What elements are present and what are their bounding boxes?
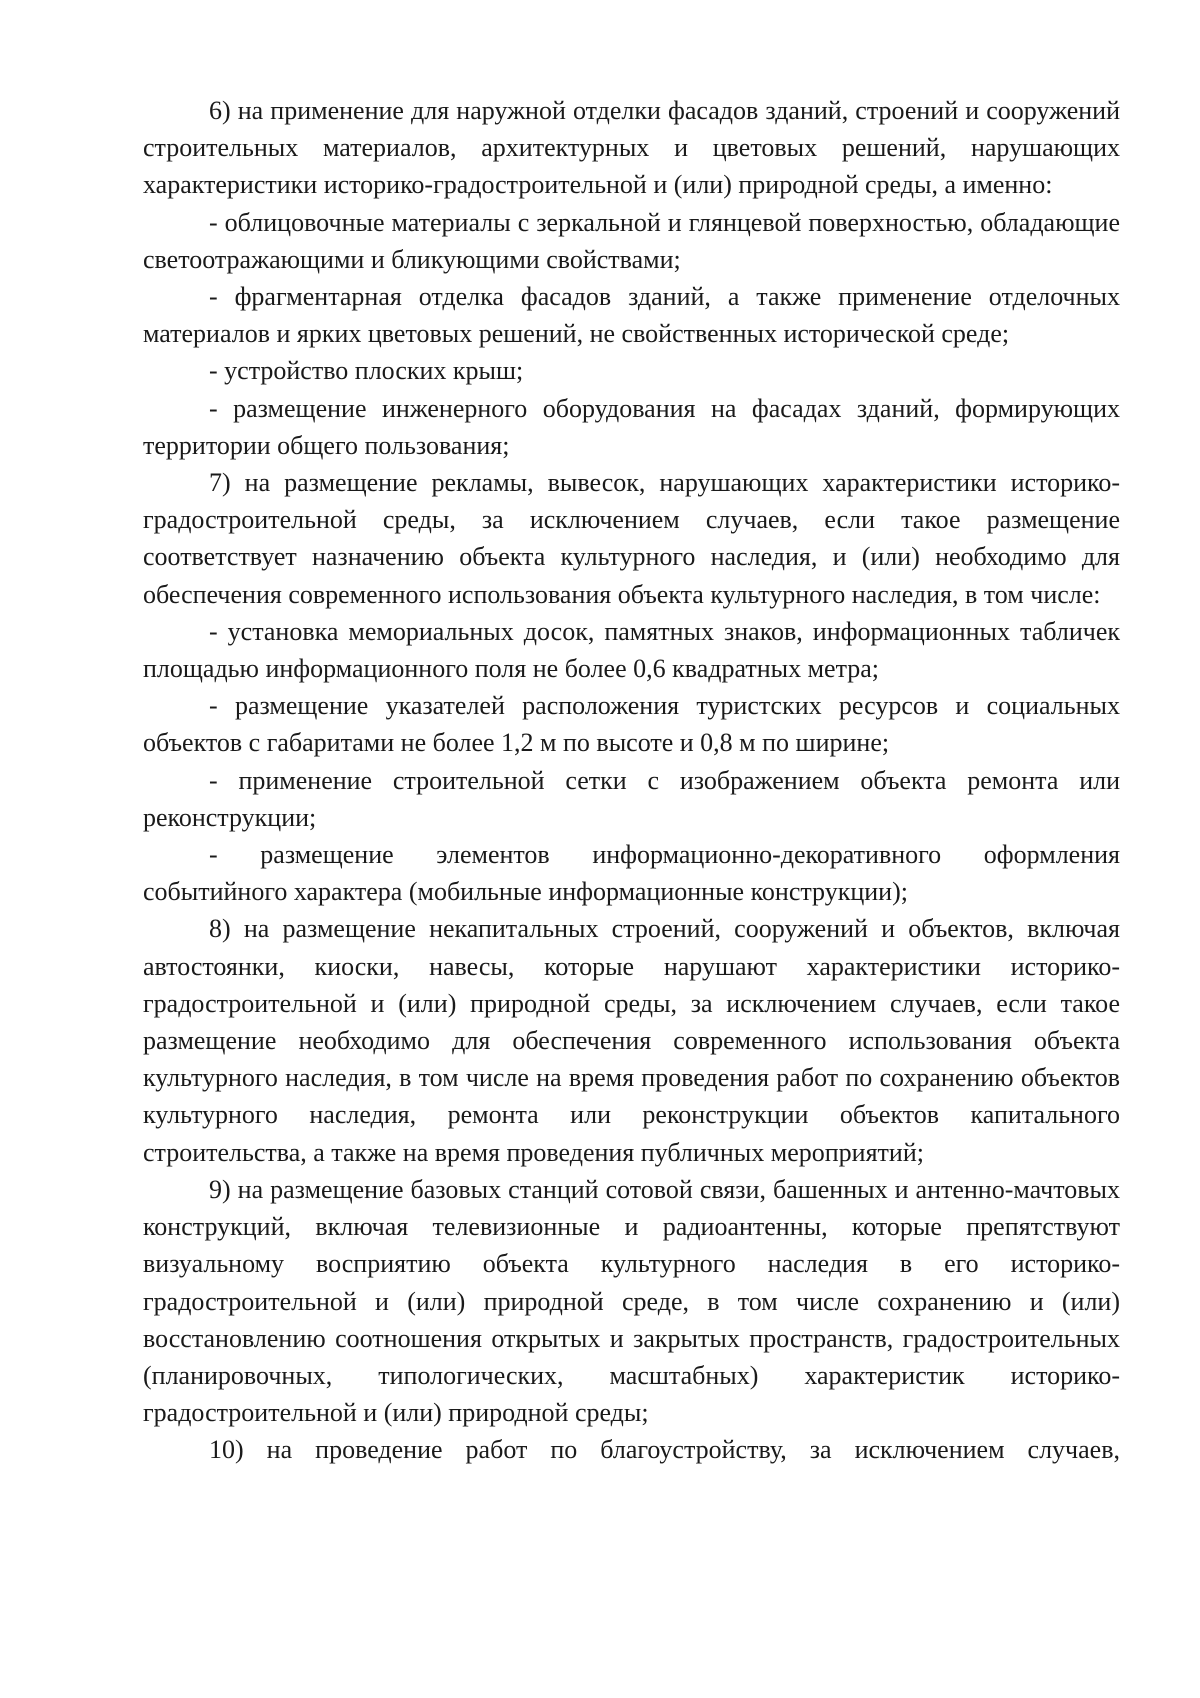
paragraph-bullet-engineering-equipment: - размещение инженерного оборудования на фасадах зданий, формирующих территории общего пользования; — [143, 393, 1120, 460]
paragraph-item-7: 7) на размещение рекламы, вывесок, нарушающих характеристики историко-градостроительной среды, за исключением случаев, если такое размещение соответствует назначению объекта культурного наследия, и (или) необходимо для обеспечения современного использования объекта культурного наследия, в том числе: — [143, 468, 1120, 609]
paragraph-bullet-event-decoration: - размещение элементов информационно-декоративного оформления событийного характера (мобильные информационные конструкции); — [143, 840, 1120, 907]
paragraph-item-9: 9) на размещение базовых станций сотовой связи, башенных и антенно-мачтовых конструкций, включая телевизионные и радиоантенны, которые препятствуют визуальному восприятию объекта культурного наследия в его историко-градостроительной и (или) природной среде, в том числе сохранению и (или) восстановлению соотношения открытых и закрытых пространств, градостроительных (планировочных, типологических, масштабных) характеристик историко-градостроительной и (или) природной среды; — [143, 1174, 1120, 1428]
paragraph-item-6: 6) на применение для наружной отделки фасадов зданий, строений и сооружений строительных материалов, архитектурных и цветовых решений, нарушающих характеристики историко-градостроительной и (или) природной среды, а именно: — [143, 96, 1120, 200]
paragraph-bullet-memorial-plaques: - установка мемориальных досок, памятных знаков, информационных табличек площадью информационного поля не более 0,6 квадратных метра; — [143, 616, 1120, 684]
paragraph-bullet-construction-mesh: - применение строительной сетки с изображением объекта ремонта или реконструкции; — [143, 765, 1120, 832]
paragraph-bullet-mirror-materials: - облицовочные материалы с зеркальной и глянцевой поверхностью, обладающие светоотражающими и бликующими свойствами; — [143, 207, 1120, 274]
paragraph-bullet-fragmentary-finish: - фрагментарная отделка фасадов зданий, а также применение отделочных материалов и ярких цветовых решений, не свойственных исторической среде; — [143, 282, 1120, 349]
paragraph-bullet-tourist-signs: - размещение указателей расположения туристских ресурсов и социальных объектов с габаритами не более 1,2 м по высоте и 0,8 м по ширине; — [143, 691, 1120, 758]
paragraph-item-8: 8) на размещение некапитальных строений, сооружений и объектов, включая автостоянки, киоски, навесы, которые нарушают характеристики историко-градостроительной и (или) природной среды, за исключением случаев, если такое размещение необходимо для обеспечения современного использования объекта культурного наследия, в том числе на время проведения работ по сохранению объектов культурного наследия, ремонта или реконструкции объектов капитального строительства, а также на время проведения публичных мероприятий; — [143, 914, 1120, 1167]
paragraph-item-10: 10) на проведение работ по благоустройству, за исключением случаев, — [209, 1435, 1120, 1465]
paragraph-bullet-flat-roofs: - устройство плоских крыш; — [209, 356, 524, 386]
